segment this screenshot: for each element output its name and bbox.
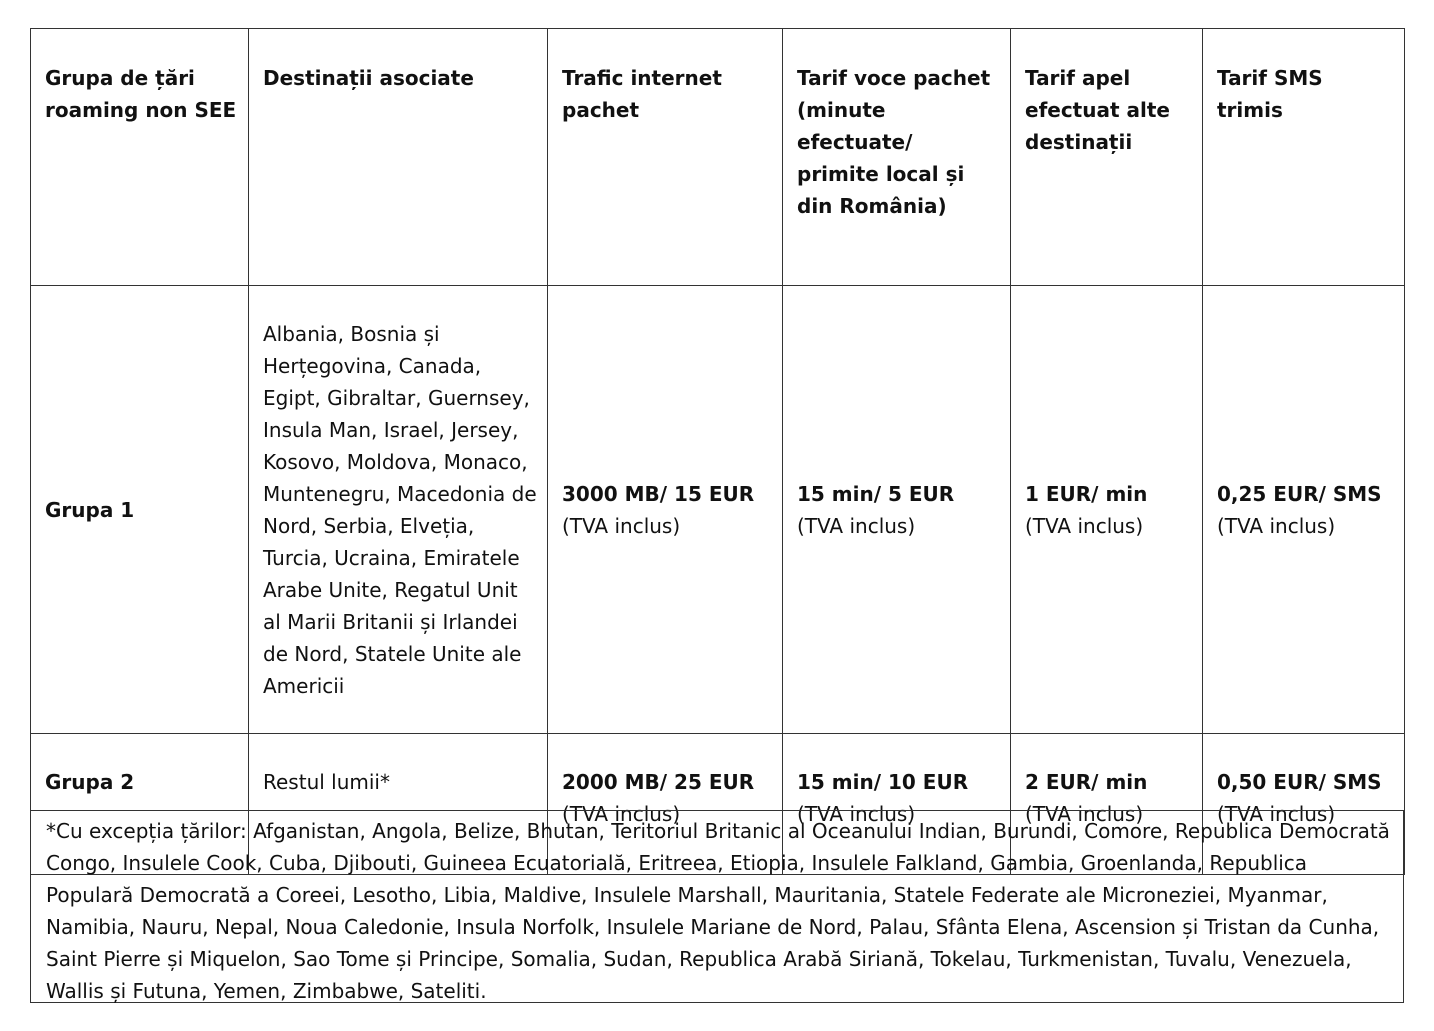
header-sms-tariff: Tarif SMS trimis (1203, 29, 1405, 286)
internet-price: 3000 MB/ 15 EUR (562, 481, 755, 506)
sms-price: 0,50 EUR/ SMS (1217, 770, 1382, 794)
vat-note: (TVA inclus) (797, 513, 916, 538)
roaming-tariff-table (30, 28, 1405, 875)
group-name: Grupa 1 (31, 286, 249, 734)
vat-note: (TVA inclus) (562, 802, 681, 826)
group-name: Grupa 2 (31, 734, 249, 875)
vat-note: (TVA inclus) (1025, 513, 1144, 538)
vat-note: (TVA inclus) (797, 802, 916, 826)
vat-note: (TVA inclus) (1217, 802, 1336, 826)
voice-price: 15 min/ 5 EUR (797, 481, 955, 506)
sms-cell (1203, 286, 1405, 734)
voice-cell (783, 286, 1011, 734)
destinations-cell: Albania, Bosnia și Herțegovina, Canada, Egipt, Gibraltar, Guernsey, Insula Man, Israel, Jersey, Kosovo, Moldova, Monaco, Muntenegru, Macedonia de Nord, Serbia, Elveția, Turcia, Ucraina, Emiratele Arabe Unite, Regatul Unit al Marii Britanii și Irlandei de Nord, Statele Unite ale Americii (249, 286, 548, 734)
header-call-other-tariff: Tarif apel efectuat alte destinații (1011, 29, 1203, 286)
table-header-row (31, 29, 1405, 286)
call-other-cell (1011, 286, 1203, 734)
internet-cell (548, 286, 783, 734)
header-destinations: Destinații asociate (249, 29, 548, 286)
sms-price: 0,25 EUR/ SMS (1217, 481, 1382, 506)
vat-note: (TVA inclus) (562, 513, 681, 538)
footnote-exceptions: *Cu excepția țărilor: Afganistan, Angola, Belize, Bhutan, Teritoriul Britanic al Oceanului Indian, Burundi, Comore, Republica Democrată Congo, Insulele Cook, Cuba, Djibouti, Guineea Ecuatorială, Eritreea, Etiopia, Insulele Falkland, Gambia, Groenlanda, Republica Populară Democrată a Coreei, Lesotho, Libia, Maldive, Insulele Marshall, Mauritania, Statele Federate ale Microneziei, Myanmar, Namibia, Nauru, Nepal, Noua Caledonie, Insula Norfolk, Insulele Mariane de Nord, Palau, Sfânta Elena, Ascension și Tristan da Cunha, Saint Pierre și Miquelon, Sao Tome și Principe, Somalia, Sudan, Republica Arabă Siriană, Tokelau, Turkmenistan, Tuvalu, Venezuela, Wallis și Futuna, Yemen, Zimbabwe, Sateliti. (30, 810, 1404, 1003)
call-other-price: 2 EUR/ min (1025, 770, 1148, 794)
header-voice-tariff: Tarif voce pachet (minute efectuate/ primite local și din România) (783, 29, 1011, 286)
internet-price: 2000 MB/ 25 EUR (562, 770, 755, 794)
vat-note: (TVA inclus) (1217, 513, 1336, 538)
header-internet-traffic: Trafic internet pachet (548, 29, 783, 286)
call-other-price: 1 EUR/ min (1025, 481, 1148, 506)
vat-note: (TVA inclus) (1025, 802, 1144, 826)
voice-price: 15 min/ 10 EUR (797, 770, 969, 794)
destinations-cell: Restul lumii* (249, 734, 548, 875)
header-country-group: Grupa de țări roaming non SEE (31, 29, 249, 286)
table-row (31, 286, 1405, 734)
